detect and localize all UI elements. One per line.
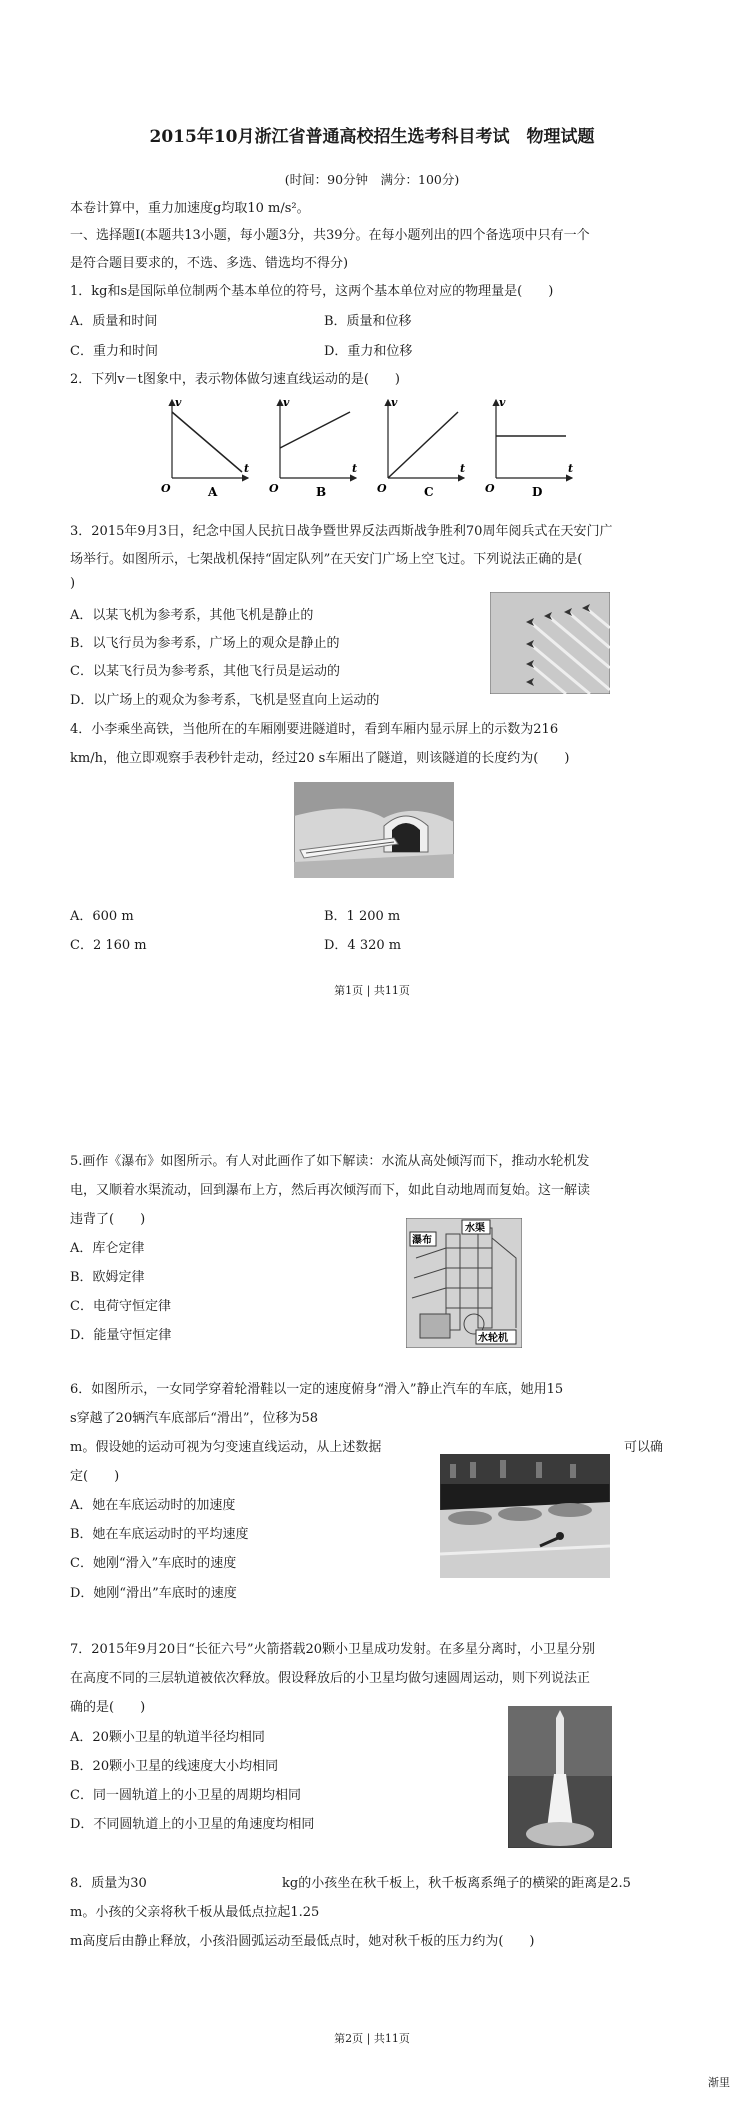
channel-label: 水渠 [465, 1223, 485, 1234]
q6-skater-photo [440, 1454, 610, 1578]
gravity-note: 本卷计算中，重力加速度g均取10 m/s²。 [70, 201, 310, 216]
question-8-line1a: 8．质量为30 [70, 1876, 147, 1891]
graph-a-origin: O [161, 482, 171, 495]
q7-rocket-photo [508, 1706, 612, 1848]
q4-option-a: A．600 m [70, 909, 134, 924]
q7-option-d: D．不同圆轨道上的小卫星的角速度均相同 [70, 1817, 315, 1832]
q3-option-c: C．以某飞行员为参考系，其他飞行员是运动的 [70, 664, 340, 679]
question-7-line2: 在高度不同的三层轨道被依次释放。假设释放后的小卫星均做匀速圆周运动，则下列说法正 [70, 1671, 591, 1686]
graph-d-v-label: v [499, 396, 506, 409]
graph-a [161, 396, 249, 499]
q7-option-b: B．20颗小卫星的线速度大小均相同 [70, 1759, 279, 1774]
q1-option-d: D．重力和位移 [324, 344, 413, 359]
q4-option-d: D．4 320 m [324, 938, 402, 953]
question-1: 1．kg和s是国际单位制两个基本单位的符号，这两个基本单位对应的物理量是( ) [70, 284, 554, 299]
q3-option-b: B．以飞行员为参考系，广场上的观众是静止的 [70, 636, 340, 651]
graph-c [377, 396, 465, 499]
exam-time-line: (时间：90分钟 满分：100分) [284, 172, 460, 187]
question-4-line1: 4．小李乘坐高铁，当他所在的车厢刚要进隧道时，看到车厢内显示屏上的示数为216 [70, 722, 559, 737]
graph-c-letter: C [424, 485, 434, 499]
graph-b [269, 396, 357, 499]
graph-c-origin: O [377, 482, 387, 495]
q5-waterfall-drawing [406, 1218, 522, 1348]
question-5-line2: 电，又顺着水渠流动，回到瀑布上方，然后再次倾泻而下，如此自动地周而复始。这一解读 [70, 1183, 591, 1198]
graph-d-origin: O [485, 482, 495, 495]
question-6-line3-end: 可以确 [624, 1440, 664, 1455]
q3-jets-photo [490, 592, 610, 694]
page-title: 2015年10月浙江省普通高校招生选考科目考试 物理试题 [149, 127, 595, 147]
q7-option-a: A．20颗小卫星的轨道半径均相同 [70, 1730, 265, 1745]
q4-train-tunnel-photo [294, 782, 454, 878]
q4-option-c: C．2 160 m [70, 938, 147, 953]
q2-vt-graphs [160, 392, 580, 500]
section-heading: 一、选择题Ⅰ(本题共13小题，每小题3分，共39分。在每小题列出的四个备选项中只有一个 [70, 228, 590, 243]
question-8-line2: m。小孩的父亲将秋千板从最低点拉起1.25 [70, 1905, 320, 1920]
corner-mark: 渐里 [708, 2076, 730, 2089]
graph-b-letter: B [316, 485, 327, 499]
question-6-line4: 定( ) [70, 1469, 120, 1484]
question-6-line2: s穿越了20辆汽车底部后“滑出”，位移为58 [70, 1411, 319, 1426]
q5-option-a: A．库仑定律 [70, 1241, 145, 1256]
graph-d-t-label: t [568, 462, 574, 475]
q5-option-b: B．欧姆定律 [70, 1270, 145, 1285]
question-2: 2．下列v－t图象中，表示物体做匀速直线运动的是( ) [70, 372, 400, 387]
graph-d [485, 396, 573, 499]
question-5-line3: 违背了( ) [70, 1212, 146, 1227]
graph-c-t-label: t [460, 462, 466, 475]
q3-option-d: D．以广场上的观众为参考系，飞机是竖直向上运动的 [70, 693, 380, 708]
question-6-line3: m。假设她的运动可视为匀变速直线运动，从上述数据 [70, 1440, 382, 1455]
question-7-line3: 确的是( ) [70, 1700, 146, 1715]
q1-option-a: A．质量和时间 [70, 314, 158, 329]
q6-option-d: D．她刚“滑出”车底时的速度 [70, 1586, 237, 1601]
q1-option-c: C．重力和时间 [70, 344, 158, 359]
graph-a-v-label: v [175, 396, 182, 409]
graph-d-letter: D [532, 485, 543, 499]
question-4-line2: km/h，他立即观察手表秒针走动，经过20 s车厢出了隧道，则该隧道的长度约为( ) [70, 751, 570, 766]
question-8-line1b: kg的小孩坐在秋千板上，秋千板离系绳子的横梁的距离是2.5 [282, 1876, 631, 1891]
q7-option-c: C．同一圆轨道上的小卫星的周期均相同 [70, 1788, 301, 1803]
graph-c-v-label: v [391, 396, 398, 409]
graph-b-origin: O [269, 482, 279, 495]
turbine-label: 水轮机 [478, 1333, 508, 1344]
waterfall-label: 瀑布 [412, 1235, 432, 1246]
q6-option-a: A．她在车底运动时的加速度 [70, 1498, 236, 1513]
question-3-line3: ) [70, 576, 76, 591]
q6-option-b: B．她在车底运动时的平均速度 [70, 1527, 249, 1542]
page-2-footer: 第2页 | 共11页 [334, 2032, 410, 2045]
question-5-line1: 5.画作《瀑布》如图所示。有人对此画作了如下解读：水流从高处倾泻而下，推动水轮机发 [70, 1154, 590, 1169]
q4-option-b: B．1 200 m [324, 909, 401, 924]
question-3-line1: 3．2015年9月3日，纪念中国人民抗日战争暨世界反法西斯战争胜利70周年阅兵式在天安门广 [70, 524, 613, 539]
question-6-line1: 6．如图所示，一女同学穿着轮滑鞋以一定的速度俯身“滑入”静止汽车的车底，她用15 [70, 1382, 564, 1397]
page-1-footer: 第1页 | 共11页 [334, 984, 410, 997]
question-3-line2: 场举行。如图所示，七架战机保持“固定队列”在天安门广场上空飞过。下列说法正确的是( [70, 552, 583, 567]
graph-b-v-label: v [283, 396, 290, 409]
question-8-line3: m高度后由静止释放，小孩沿圆弧运动至最低点时，她对秋千板的压力约为( ) [70, 1934, 535, 1949]
q5-option-d: D．能量守恒定律 [70, 1328, 172, 1343]
graph-a-letter: A [208, 485, 218, 499]
q6-option-c: C．她刚“滑入”车底时的速度 [70, 1556, 237, 1571]
question-7-line1: 7．2015年9月20日“长征六号”火箭搭载20颗小卫星成功发射。在多星分离时，小卫星分别 [70, 1642, 596, 1657]
section-heading-cont: 是符合题目要求的，不选、多选、错选均不得分) [70, 256, 349, 271]
q5-option-c: C．电荷守恒定律 [70, 1299, 171, 1314]
graph-b-t-label: t [352, 462, 358, 475]
graph-a-t-label: t [244, 462, 250, 475]
q1-option-b: B．质量和位移 [324, 314, 412, 329]
q3-option-a: A．以某飞机为参考系，其他飞机是静止的 [70, 608, 314, 623]
